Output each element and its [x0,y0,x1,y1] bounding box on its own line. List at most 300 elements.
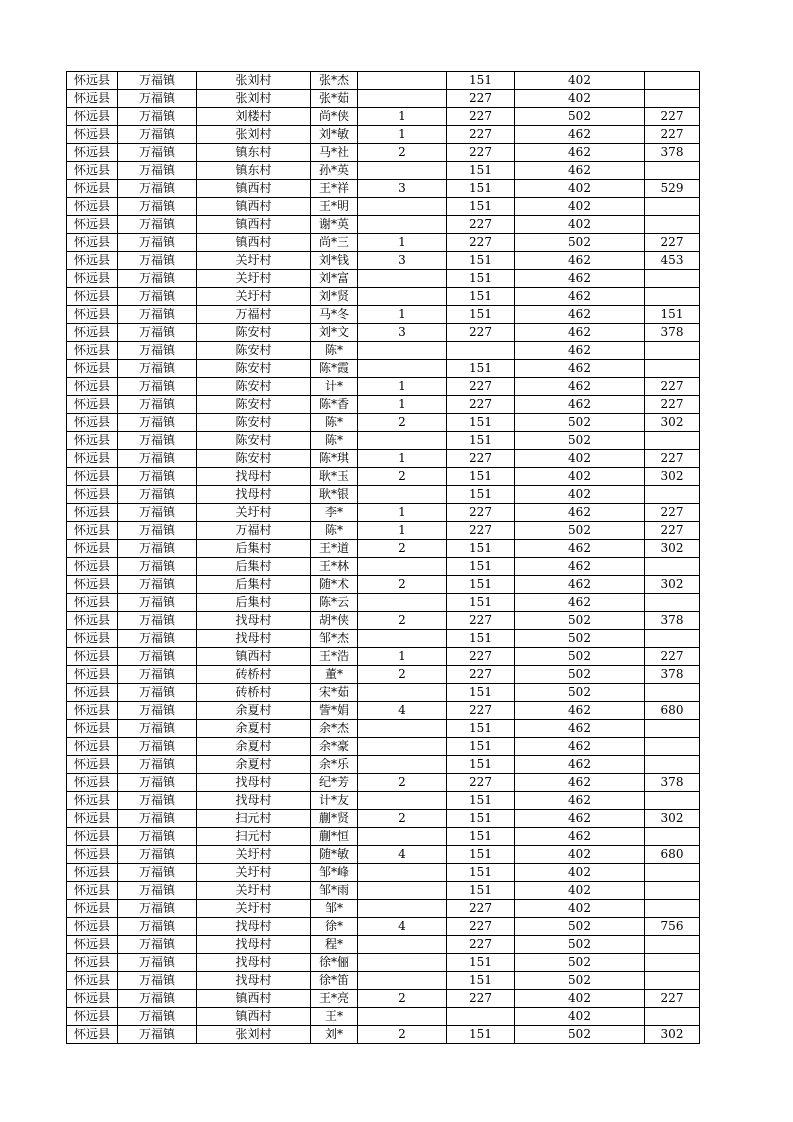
town-cell: 万福镇 [118,792,197,810]
village-cell: 镇西村 [197,234,311,252]
count-cell: 2 [358,540,447,558]
total-cell [645,1008,700,1026]
value-b-cell: 462 [515,558,645,576]
county-cell: 怀远县 [67,486,118,504]
town-cell: 万福镇 [118,720,197,738]
name-cell: 徐* [311,918,358,936]
total-cell: 529 [645,180,700,198]
village-cell: 找母村 [197,972,311,990]
value-b-cell: 462 [515,324,645,342]
name-cell: 纪*芳 [311,774,358,792]
town-cell: 万福镇 [118,1026,197,1044]
value-a-cell: 227 [447,702,515,720]
name-cell: 邹*杰 [311,630,358,648]
village-cell: 关圩村 [197,882,311,900]
total-cell [645,198,700,216]
name-cell: 訾*娟 [311,702,358,720]
table-row [67,234,700,252]
county-cell: 怀远县 [67,414,118,432]
county-cell: 怀远县 [67,198,118,216]
village-cell: 关圩村 [197,288,311,306]
village-cell: 陈安村 [197,450,311,468]
county-cell: 怀远县 [67,378,118,396]
name-cell: 王*亮 [311,990,358,1008]
table-row [67,216,700,234]
count-cell [358,864,447,882]
table-row [67,198,700,216]
value-a-cell: 151 [447,288,515,306]
town-cell: 万福镇 [118,108,197,126]
county-cell: 怀远县 [67,306,118,324]
town-cell: 万福镇 [118,306,197,324]
table-row [67,594,700,612]
count-cell: 1 [358,108,447,126]
count-cell: 1 [358,396,447,414]
total-cell: 378 [645,324,700,342]
name-cell: 王*祥 [311,180,358,198]
total-cell [645,684,700,702]
value-a-cell: 151 [447,432,515,450]
town-cell: 万福镇 [118,882,197,900]
village-cell: 镇东村 [197,144,311,162]
value-a-cell: 227 [447,108,515,126]
village-cell: 张刘村 [197,126,311,144]
table-row [67,972,700,990]
value-b-cell: 462 [515,810,645,828]
table-row [67,522,700,540]
town-cell: 万福镇 [118,576,197,594]
name-cell: 耿*银 [311,486,358,504]
table-row [67,540,700,558]
count-cell [358,1008,447,1026]
name-cell: 尚*侠 [311,108,358,126]
county-cell: 怀远县 [67,864,118,882]
value-b-cell: 402 [515,90,645,108]
name-cell: 王*林 [311,558,358,576]
value-b-cell: 502 [515,648,645,666]
name-cell: 尚*三 [311,234,358,252]
value-a-cell: 151 [447,864,515,882]
table-row [67,810,700,828]
count-cell: 4 [358,702,447,720]
village-cell: 找母村 [197,630,311,648]
total-cell [645,828,700,846]
value-b-cell: 502 [515,522,645,540]
count-cell: 2 [358,576,447,594]
county-cell: 怀远县 [67,180,118,198]
name-cell: 陈* [311,342,358,360]
village-cell: 万福村 [197,522,311,540]
village-cell: 后集村 [197,594,311,612]
town-cell: 万福镇 [118,468,197,486]
county-cell: 怀远县 [67,144,118,162]
value-a-cell: 151 [447,954,515,972]
village-cell: 找母村 [197,468,311,486]
table-row [67,846,700,864]
value-b-cell: 502 [515,630,645,648]
town-cell: 万福镇 [118,702,197,720]
name-cell: 谢*英 [311,216,358,234]
total-cell [645,360,700,378]
value-b-cell: 462 [515,756,645,774]
total-cell: 227 [645,378,700,396]
town-cell: 万福镇 [118,756,197,774]
table-row [67,1008,700,1026]
table-row [67,882,700,900]
total-cell: 227 [645,522,700,540]
count-cell [358,594,447,612]
town-cell: 万福镇 [118,666,197,684]
village-cell: 关圩村 [197,864,311,882]
village-cell: 找母村 [197,936,311,954]
total-cell: 227 [645,990,700,1008]
count-cell [358,792,447,810]
village-cell: 镇西村 [197,198,311,216]
value-b-cell: 402 [515,900,645,918]
value-b-cell: 462 [515,504,645,522]
village-cell: 找母村 [197,792,311,810]
total-cell [645,882,700,900]
value-a-cell: 151 [447,828,515,846]
total-cell: 378 [645,774,700,792]
value-a-cell: 227 [447,144,515,162]
total-cell: 227 [645,504,700,522]
name-cell: 余*杰 [311,720,358,738]
village-cell: 陈安村 [197,324,311,342]
town-cell: 万福镇 [118,738,197,756]
town-cell: 万福镇 [118,972,197,990]
total-cell [645,270,700,288]
name-cell: 邹* [311,900,358,918]
town-cell: 万福镇 [118,360,197,378]
name-cell: 邹*雨 [311,882,358,900]
value-a-cell: 151 [447,882,515,900]
value-b-cell: 502 [515,1026,645,1044]
town-cell: 万福镇 [118,162,197,180]
county-cell: 怀远县 [67,666,118,684]
value-b-cell: 462 [515,738,645,756]
total-cell: 302 [645,1026,700,1044]
value-b-cell: 462 [515,360,645,378]
town-cell: 万福镇 [118,288,197,306]
count-cell [358,360,447,378]
county-cell: 怀远县 [67,954,118,972]
value-b-cell: 502 [515,414,645,432]
value-b-cell: 402 [515,450,645,468]
count-cell: 1 [358,234,447,252]
name-cell: 陈* [311,414,358,432]
name-cell: 刘*富 [311,270,358,288]
table-row [67,342,700,360]
name-cell: 马*冬 [311,306,358,324]
total-cell: 302 [645,468,700,486]
value-b-cell: 462 [515,378,645,396]
total-cell [645,900,700,918]
village-cell: 镇西村 [197,990,311,1008]
county-cell: 怀远县 [67,324,118,342]
total-cell: 227 [645,126,700,144]
county-cell: 怀远县 [67,90,118,108]
town-cell: 万福镇 [118,180,197,198]
village-cell: 陈安村 [197,342,311,360]
value-a-cell: 227 [447,774,515,792]
value-a-cell: 151 [447,594,515,612]
table-row [67,126,700,144]
county-cell: 怀远县 [67,126,118,144]
village-cell: 陈安村 [197,378,311,396]
value-a-cell [447,342,515,360]
name-cell: 李* [311,504,358,522]
town-cell: 万福镇 [118,522,197,540]
total-cell [645,432,700,450]
county-cell: 怀远县 [67,432,118,450]
value-b-cell: 402 [515,990,645,1008]
village-cell: 刘楼村 [197,108,311,126]
village-cell: 陈安村 [197,432,311,450]
total-cell [645,630,700,648]
town-cell: 万福镇 [118,342,197,360]
count-cell: 1 [358,306,447,324]
count-cell [358,684,447,702]
value-a-cell: 227 [447,900,515,918]
village-cell: 余夏村 [197,756,311,774]
value-a-cell: 151 [447,360,515,378]
county-cell: 怀远县 [67,162,118,180]
count-cell [358,954,447,972]
name-cell: 董* [311,666,358,684]
value-b-cell: 502 [515,432,645,450]
count-cell: 2 [358,774,447,792]
table-row [67,486,700,504]
count-cell: 3 [358,252,447,270]
table-row [67,900,700,918]
total-cell [645,342,700,360]
value-a-cell: 151 [447,846,515,864]
town-cell: 万福镇 [118,990,197,1008]
total-cell [645,486,700,504]
village-cell: 找母村 [197,918,311,936]
count-cell [358,972,447,990]
town-cell: 万福镇 [118,378,197,396]
count-cell [358,90,447,108]
town-cell: 万福镇 [118,234,197,252]
table-row [67,504,700,522]
value-b-cell: 402 [515,486,645,504]
town-cell: 万福镇 [118,432,197,450]
table-row [67,828,700,846]
count-cell [358,936,447,954]
town-cell: 万福镇 [118,90,197,108]
value-b-cell: 502 [515,108,645,126]
name-cell: 刘*文 [311,324,358,342]
name-cell: 计*友 [311,792,358,810]
value-b-cell: 462 [515,702,645,720]
table-row [67,954,700,972]
county-cell: 怀远县 [67,702,118,720]
value-b-cell: 462 [515,396,645,414]
value-a-cell: 151 [447,540,515,558]
count-cell [358,198,447,216]
total-cell [645,864,700,882]
count-cell [358,720,447,738]
village-cell: 张刘村 [197,72,311,90]
town-cell: 万福镇 [118,828,197,846]
value-a-cell: 151 [447,270,515,288]
county-cell: 怀远县 [67,918,118,936]
county-cell: 怀远县 [67,468,118,486]
county-cell: 怀远县 [67,216,118,234]
county-cell: 怀远县 [67,504,118,522]
count-cell: 1 [358,522,447,540]
total-cell: 680 [645,846,700,864]
total-cell [645,756,700,774]
total-cell [645,972,700,990]
count-cell: 2 [358,414,447,432]
town-cell: 万福镇 [118,918,197,936]
value-b-cell: 402 [515,72,645,90]
county-cell: 怀远县 [67,648,118,666]
name-cell: 陈*云 [311,594,358,612]
town-cell: 万福镇 [118,486,197,504]
value-a-cell: 227 [447,504,515,522]
village-cell: 找母村 [197,486,311,504]
value-b-cell: 502 [515,612,645,630]
name-cell: 张*杰 [311,72,358,90]
table-row [67,288,700,306]
value-a-cell: 151 [447,720,515,738]
village-cell: 后集村 [197,540,311,558]
table-row [67,378,700,396]
value-a-cell: 227 [447,666,515,684]
town-cell: 万福镇 [118,198,197,216]
village-cell: 后集村 [197,576,311,594]
count-cell: 2 [358,144,447,162]
value-b-cell: 502 [515,918,645,936]
value-b-cell: 462 [515,540,645,558]
name-cell: 徐*俪 [311,954,358,972]
table-row [67,162,700,180]
total-cell: 302 [645,540,700,558]
value-a-cell: 227 [447,234,515,252]
count-cell [358,432,447,450]
value-a-cell: 151 [447,162,515,180]
name-cell: 陈* [311,432,358,450]
count-cell: 1 [358,378,447,396]
county-cell: 怀远县 [67,774,118,792]
town-cell: 万福镇 [118,900,197,918]
village-cell: 关圩村 [197,504,311,522]
count-cell: 2 [358,1026,447,1044]
table-row [67,630,700,648]
total-cell [645,288,700,306]
count-cell [358,756,447,774]
name-cell: 刘*钱 [311,252,358,270]
name-cell: 随*术 [311,576,358,594]
count-cell: 2 [358,468,447,486]
county-cell: 怀远县 [67,234,118,252]
town-cell: 万福镇 [118,396,197,414]
value-a-cell: 227 [447,522,515,540]
town-cell: 万福镇 [118,540,197,558]
value-a-cell: 151 [447,792,515,810]
town-cell: 万福镇 [118,810,197,828]
value-a-cell: 151 [447,252,515,270]
table-row [67,702,700,720]
county-cell: 怀远县 [67,684,118,702]
value-a-cell: 227 [447,936,515,954]
county-cell: 怀远县 [67,360,118,378]
county-cell: 怀远县 [67,576,118,594]
name-cell: 宋*茹 [311,684,358,702]
county-cell: 怀远县 [67,612,118,630]
village-cell: 砖桥村 [197,684,311,702]
town-cell: 万福镇 [118,846,197,864]
name-cell: 邹*峰 [311,864,358,882]
total-cell: 227 [645,648,700,666]
total-cell [645,954,700,972]
value-b-cell: 462 [515,792,645,810]
table-row [67,432,700,450]
county-cell: 怀远县 [67,828,118,846]
total-cell [645,162,700,180]
value-b-cell: 402 [515,846,645,864]
table-row [67,180,700,198]
count-cell: 4 [358,918,447,936]
count-cell: 2 [358,666,447,684]
name-cell: 程* [311,936,358,954]
value-b-cell: 502 [515,666,645,684]
value-b-cell: 402 [515,882,645,900]
village-cell: 关圩村 [197,846,311,864]
village-cell: 余夏村 [197,720,311,738]
count-cell [358,630,447,648]
village-cell: 找母村 [197,954,311,972]
table-row [67,468,700,486]
village-cell: 张刘村 [197,1026,311,1044]
county-cell: 怀远县 [67,342,118,360]
village-cell: 张刘村 [197,90,311,108]
name-cell: 马*社 [311,144,358,162]
village-cell: 万福村 [197,306,311,324]
table-row [67,774,700,792]
name-cell: 孙*英 [311,162,358,180]
name-cell: 王*明 [311,198,358,216]
value-a-cell: 227 [447,126,515,144]
village-cell: 找母村 [197,774,311,792]
value-a-cell: 151 [447,756,515,774]
county-cell: 怀远县 [67,972,118,990]
table-row [67,270,700,288]
value-b-cell: 502 [515,234,645,252]
table-row [67,990,700,1008]
county-cell: 怀远县 [67,630,118,648]
town-cell: 万福镇 [118,216,197,234]
table-row [67,864,700,882]
village-cell: 关圩村 [197,900,311,918]
village-cell: 砖桥村 [197,666,311,684]
village-cell: 陈安村 [197,396,311,414]
name-cell: 王*道 [311,540,358,558]
county-cell: 怀远县 [67,936,118,954]
value-b-cell: 402 [515,198,645,216]
county-cell: 怀远县 [67,756,118,774]
count-cell [358,882,447,900]
count-cell: 3 [358,180,447,198]
count-cell [358,162,447,180]
value-b-cell: 462 [515,270,645,288]
town-cell: 万福镇 [118,126,197,144]
table-row [67,558,700,576]
